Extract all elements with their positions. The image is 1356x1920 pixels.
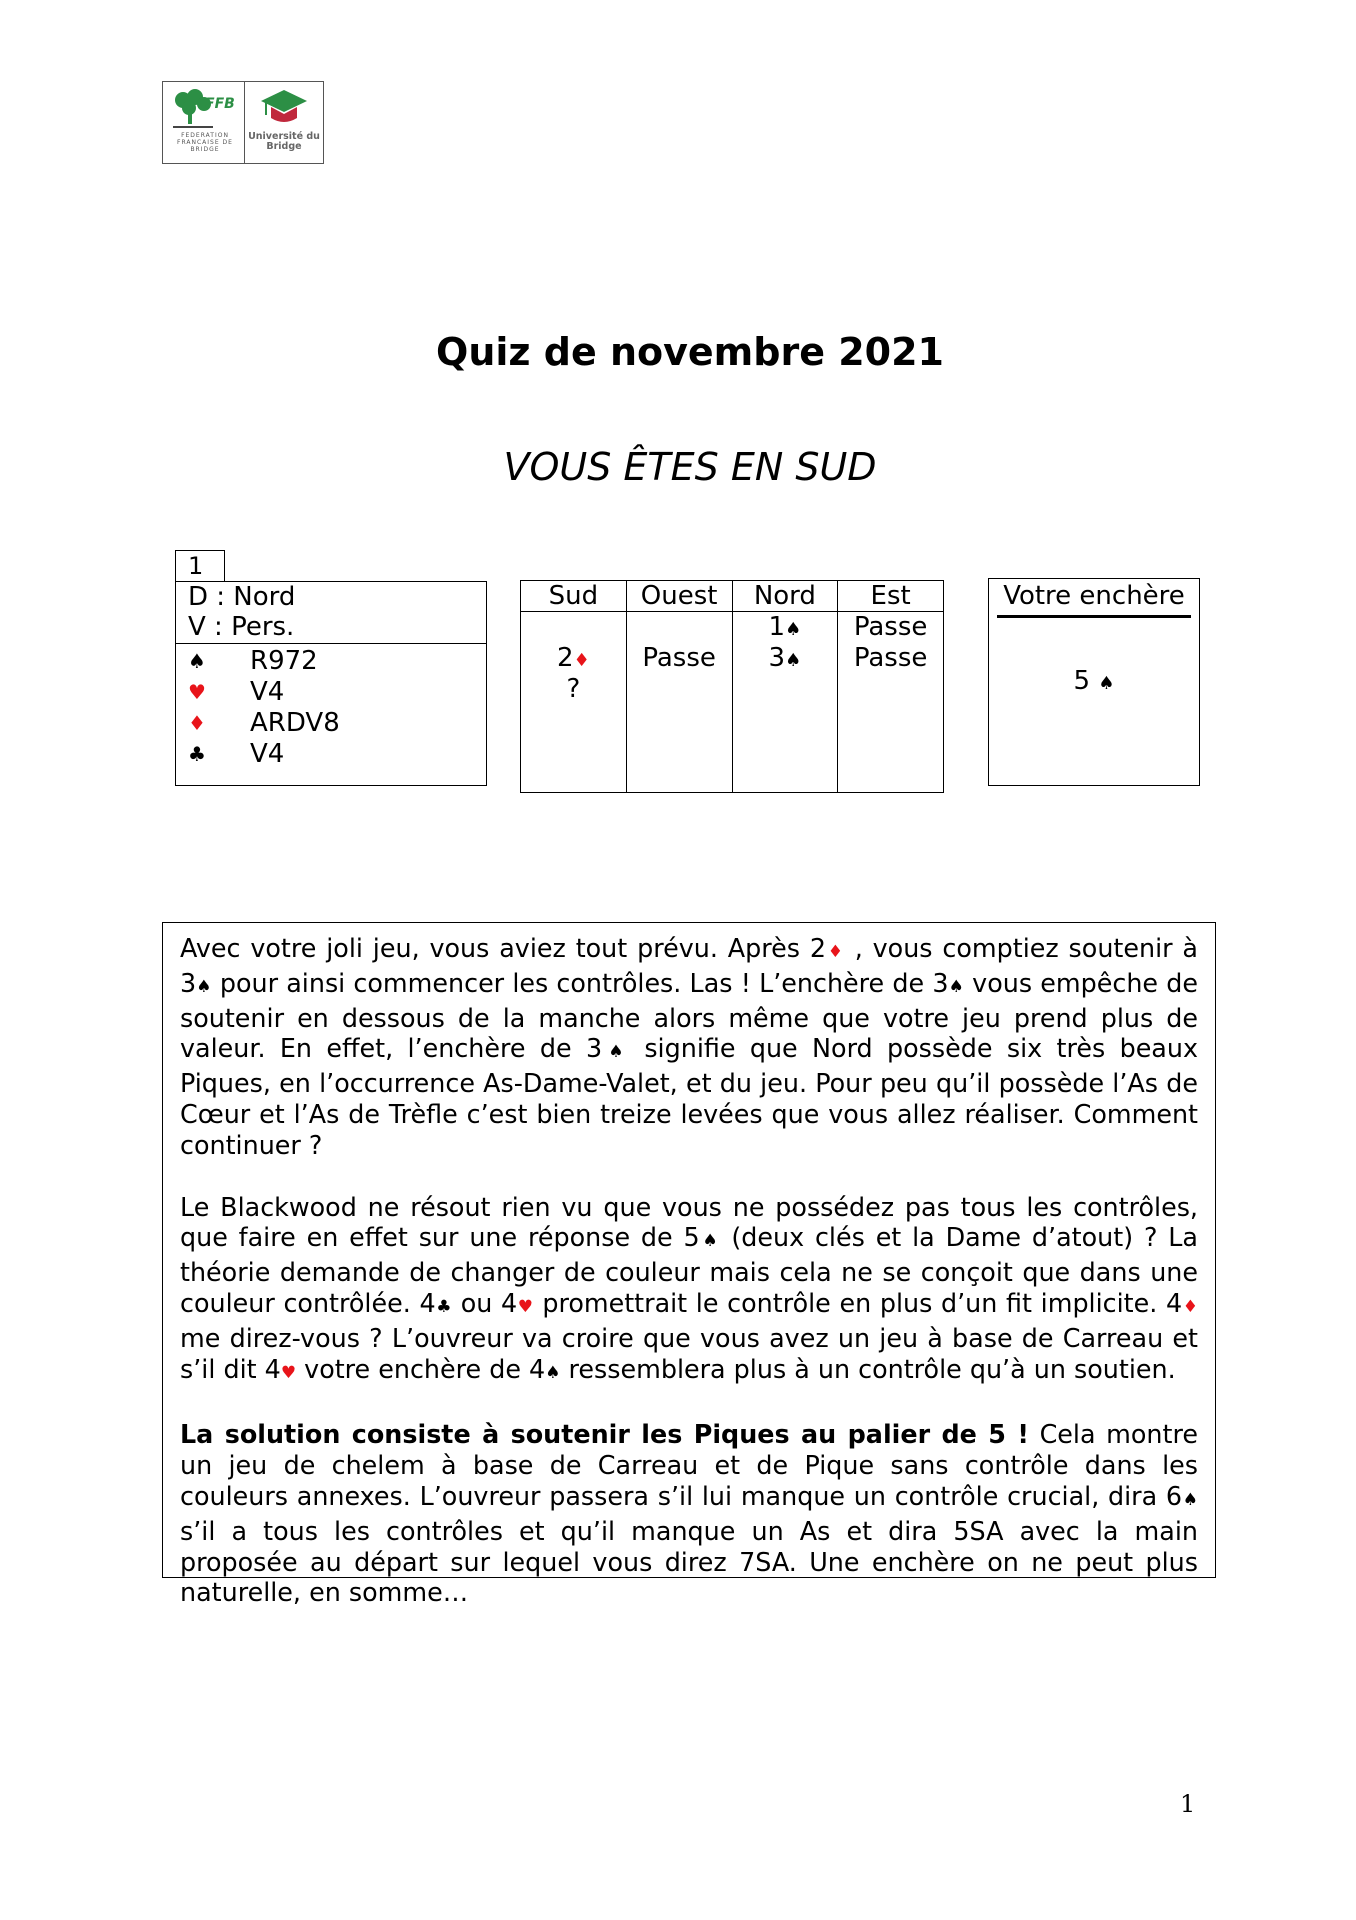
- divider: [997, 615, 1191, 618]
- bid-cell: [733, 674, 838, 705]
- text: Avec votre joli jeu, vous aviez tout prévu. Après 2: [180, 933, 827, 963]
- hand-box: [175, 581, 487, 786]
- answer-paragraph-2: [180, 1192, 1198, 1389]
- answer-box: [162, 922, 1216, 1608]
- spade-icon: ♠: [545, 1362, 561, 1383]
- universite-text: Université du Bridge: [248, 131, 320, 152]
- logo: [162, 81, 324, 164]
- text: vous empêche de soutenir en dessous de la manche alors même que votre jeu prend plus de valeur. En effet, l’enchère de 3: [180, 967, 1198, 1064]
- text: pour ainsi commencer les contrôles. Las ! L’enchère de 3: [211, 967, 949, 998]
- text: promettrait le contrôle en plus d’un fit implicite. 4: [533, 1287, 1183, 1318]
- bidding-column: [733, 581, 839, 792]
- ffb-text: FFB: [205, 96, 235, 112]
- text: Le Blackwood ne résout rien vu que vous ne possédez pas tous les contrôles, que faire en effet sur une réponse de 5: [180, 1191, 1198, 1253]
- page-number: 1: [1180, 1790, 1196, 1818]
- suit-row: [188, 646, 486, 677]
- bid-cell: [627, 643, 732, 674]
- text: ou 4: [452, 1287, 518, 1318]
- text: ressemblera plus à un contrôle qu’à un soutien.: [560, 1353, 1176, 1384]
- bid-cell: [838, 643, 943, 674]
- your-bid-label: Votre enchère: [1003, 581, 1185, 611]
- diamond-icon: ♦: [1182, 1296, 1198, 1317]
- text: ?: [566, 674, 581, 704]
- suit-cards: V4: [250, 739, 285, 769]
- text: (deux clés et la Dame d’atout) ? La théorie demande de changer de couleur mais cela ne se conçoit que dans une couleur contrôlée. 4: [180, 1222, 1198, 1318]
- diamond-icon: ♦: [826, 942, 845, 962]
- bid-cell: [627, 612, 732, 643]
- bidding-header: Sud: [521, 581, 626, 612]
- bid-cell: [838, 674, 943, 705]
- page-title: Quiz de novembre 2021: [436, 330, 944, 374]
- your-bid-box: [988, 578, 1200, 786]
- bid-cell: [733, 643, 838, 674]
- spade-icon: ♠: [785, 650, 802, 671]
- bidding-header: Nord: [733, 581, 838, 612]
- text: 2: [557, 643, 574, 673]
- bid-cell: [521, 612, 626, 643]
- answer-paragraph-3: [180, 1419, 1198, 1608]
- suit-cards: R972: [250, 646, 318, 676]
- text: me direz-vous ? L’ouvreur va croire que vous avez un jeu à base de Carreau et s’il dit 4: [180, 1322, 1198, 1384]
- bidding-column: [838, 581, 943, 792]
- spade-icon: ♠: [188, 649, 206, 673]
- suit-list: [176, 644, 486, 770]
- page-subtitle: VOUS ÊTES EN SUD: [503, 445, 877, 489]
- text: Passe: [853, 612, 928, 642]
- bidding-table: [520, 580, 944, 793]
- text: 1: [768, 612, 786, 642]
- spade-icon: ♠: [196, 976, 212, 997]
- club-icon: ♣: [435, 1296, 453, 1317]
- text: 3: [768, 643, 786, 673]
- universite-logo: [245, 82, 323, 163]
- text: signifie que Nord possède six très beaux Piques, en l’occurrence As-Dame-Valet, et du jeu. Pour peu qu’il possède l’As de Cœur et l’As de Trèfle c’est bien treize levées que vous allez réaliser. Comment continuer ?: [180, 1033, 1198, 1160]
- bidding-header: Est: [838, 581, 943, 612]
- suit-row: [188, 739, 486, 770]
- text: 5: [1073, 666, 1099, 696]
- spade-icon: ♠: [785, 619, 802, 640]
- text: Passe: [853, 643, 928, 673]
- diamond-icon: ♦: [188, 711, 206, 735]
- federation-text: FEDERATION FRANCAISE DE BRIDGE: [177, 132, 233, 153]
- heart-icon: ♥: [517, 1296, 534, 1317]
- suit-row: [188, 677, 486, 708]
- text: , vous comptiez soutenir à 3: [180, 933, 1198, 998]
- spade-icon: ♠: [1098, 673, 1115, 694]
- bidding-column: [627, 581, 733, 792]
- heart-icon: ♥: [188, 680, 206, 704]
- diamond-icon: ♦: [573, 650, 590, 671]
- spade-icon: ♠: [699, 1231, 721, 1252]
- spade-icon: ♠: [1182, 1489, 1198, 1510]
- bidding-header: Ouest: [627, 581, 732, 612]
- bid-cell: [627, 674, 732, 705]
- text: s’il a tous les contrôles et qu’il manque un As et dira 5SA avec la main proposée au départ sur lequel vous direz 7SA. Une enchère on ne peut plus naturelle, en somme…: [180, 1515, 1198, 1608]
- deal-number: 1: [175, 550, 225, 582]
- spade-icon: ♠: [602, 1042, 630, 1063]
- heart-icon: ♥: [280, 1362, 297, 1383]
- bid-cell: [838, 612, 943, 643]
- solution-text: La solution consiste à soutenir les Piques au palier de 5 !: [180, 1419, 1029, 1450]
- club-icon: ♣: [188, 742, 206, 766]
- suit-cards: ARDV8: [250, 708, 340, 738]
- ffb-logo: [163, 82, 245, 163]
- answer-paragraph-1: [180, 933, 1198, 1161]
- text: Passe: [642, 643, 716, 673]
- suit-cards: V4: [250, 677, 285, 707]
- vulnerability-line: V : Pers.: [188, 612, 295, 642]
- suit-row: [188, 708, 486, 739]
- text: votre enchère de 4: [296, 1353, 546, 1384]
- hand-header: [176, 582, 486, 644]
- spade-icon: ♠: [948, 976, 964, 997]
- bid-cell: [733, 612, 838, 643]
- bidding-column: [521, 581, 627, 792]
- graduation-cap-icon: [259, 88, 309, 128]
- bid-cell: [521, 674, 626, 705]
- bid-cell: [521, 643, 626, 674]
- text: Cela montre un jeu de chelem à base de Carreau et de Pique sans contrôle dans les couleurs annexes. L’ouvreur passera s’il lui manque un contrôle crucial, dira 6: [180, 1419, 1198, 1511]
- your-bid-value: [989, 666, 1199, 696]
- dealer-line: D : Nord: [188, 582, 296, 612]
